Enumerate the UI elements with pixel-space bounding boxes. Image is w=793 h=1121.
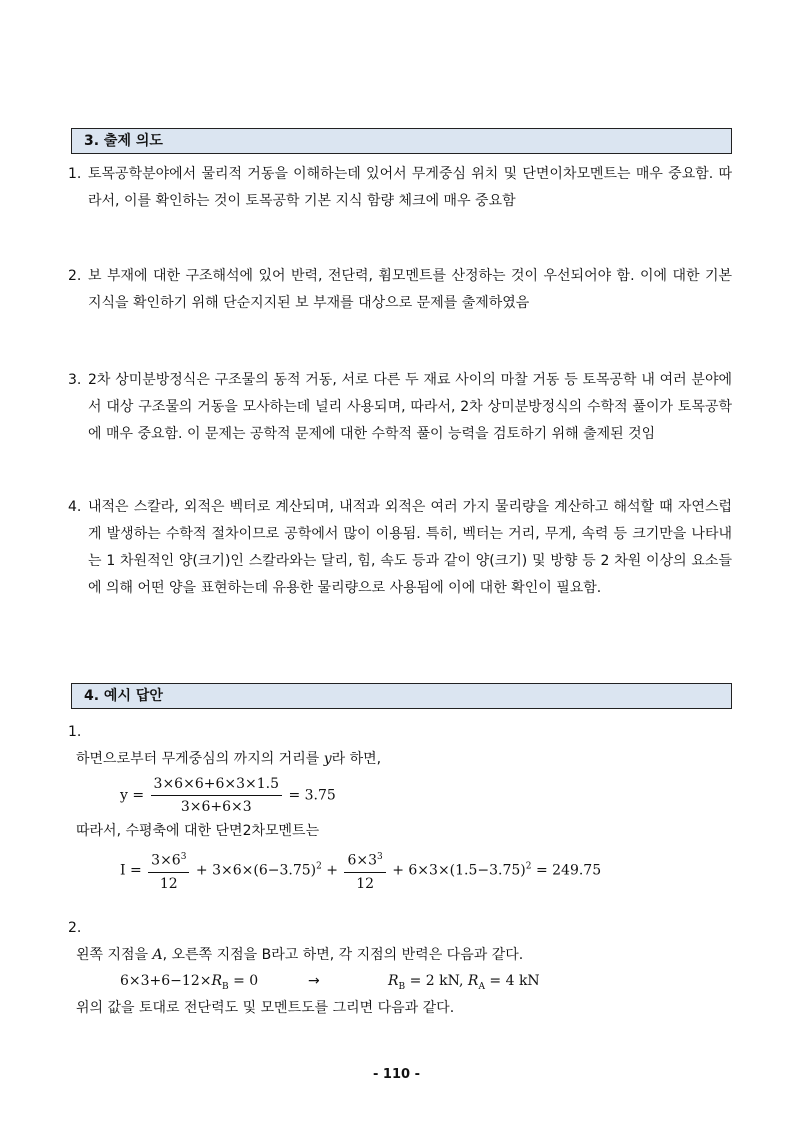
inertia-fraction-2: $\frac{6\times 3^3}{12}$ bbox=[344, 847, 385, 894]
item-number: 3. bbox=[68, 372, 82, 388]
answer-1-number: 1. bbox=[68, 724, 82, 740]
section-4-header: 4. 예시 답안 bbox=[71, 683, 732, 709]
centroid-fraction: $\frac{3\times 6\times 6+6\times 3\times 1.5}{3\times 6+6\times 3}$ bbox=[151, 774, 282, 817]
reaction-equation: $6\times 3+6-12\times R_B = 0$ bbox=[120, 973, 259, 992]
item-text: 토목공학분야에서 물리적 거동을 이해하는데 있어서 무게중심 위치 및 단면이차모멘트는 매우 중요함. 따라서, 이를 확인하는 것이 토목공학 기본 지식 함량 체크에 매우 중요함 bbox=[88, 166, 732, 209]
answer-2-intro: 왼쪽 지점을 A, 오른쪽 지점을 B라고 하면, 각 지점의 반력은 다음과 같다. bbox=[76, 947, 524, 963]
answer-1-intro: 하면으로부터 무게중심의 까지의 거리를 y라 하면, bbox=[76, 751, 382, 767]
moment-of-inertia-equation: I = $\frac{3\times 6^3}{12}$ + $3\times 6\times(6-3.75)^2$ + $\frac{6\times 3^3}{12}$ + $6\times 3\times(1.5-3.75)^2 = 249.75$ bbox=[120, 847, 601, 894]
list-item bbox=[68, 494, 732, 602]
reaction-results: $R_B = 2$ kN, $R_A = 4$ kN bbox=[388, 973, 540, 992]
item-text: 2차 상미분방정식은 구조물의 동적 거동, 서로 다른 두 재료 사이의 마찰 거동 등 토목공학 내 여러 분야에서 대상 구조물의 거동을 모사하는데 널리 사용되며, 따라서, 2차 상미분방정식의 수학적 풀이가 토목공학에 매우 중요함. 이 문제는 공학적 문제에 대한 수학적 풀이 능력을 검토하기 위해 출제된 것임 bbox=[88, 372, 732, 442]
list-item bbox=[68, 161, 732, 215]
item-number: 4. bbox=[68, 499, 82, 515]
answer-2-after: 위의 값을 토대로 전단력도 및 모멘트도를 그리면 다음과 같다. bbox=[76, 1000, 455, 1016]
inertia-fraction-1: $\frac{3\times 6^3}{12}$ bbox=[148, 847, 189, 894]
list-item bbox=[68, 367, 732, 448]
answer-2-number: 2. bbox=[68, 920, 82, 936]
item-text: 내적은 스칼라, 외적은 벡터로 계산되며, 내적과 외적은 여러 가지 물리량을 계산하고 해석할 때 자연스럽게 발생하는 수학적 절차이므로 공학에서 많이 이용됨. 특히, 벡터는 거리, 무게, 속력 등 크기만을 나타내는 1 차원적인 양(크기)인 스칼라와는 달리, 힘, 속도 등과 같이 양(크기) 및 방향 등 2 차원 이상의 요소들에 의해 어떤 양을 표현하는데 유용한 물리량으로 사용됨에 이에 대한 확인이 필요함. bbox=[88, 499, 732, 596]
page-number: - 110 - bbox=[373, 1067, 420, 1082]
arrow: → bbox=[308, 973, 320, 989]
list-item bbox=[68, 263, 732, 317]
centroid-equation: y = $\frac{3\times 6\times 6+6\times 3\times 1.5}{3\times 6+6\times 3}$ = 3.75 bbox=[120, 776, 336, 815]
section-3-header: 3. 출제 의도 bbox=[71, 128, 732, 154]
answer-1-then: 따라서, 수평축에 대한 단면2차모멘트는 bbox=[76, 823, 320, 839]
item-number: 2. bbox=[68, 268, 82, 284]
item-number: 1. bbox=[68, 166, 82, 182]
item-text: 보 부재에 대한 구조해석에 있어 반력, 전단력, 휨모멘트를 산정하는 것이 우선되어야 함. 이에 대한 기본 지식을 확인하기 위해 단순지지된 보 부재를 대상으로 문제를 출제하였음 bbox=[88, 268, 732, 311]
